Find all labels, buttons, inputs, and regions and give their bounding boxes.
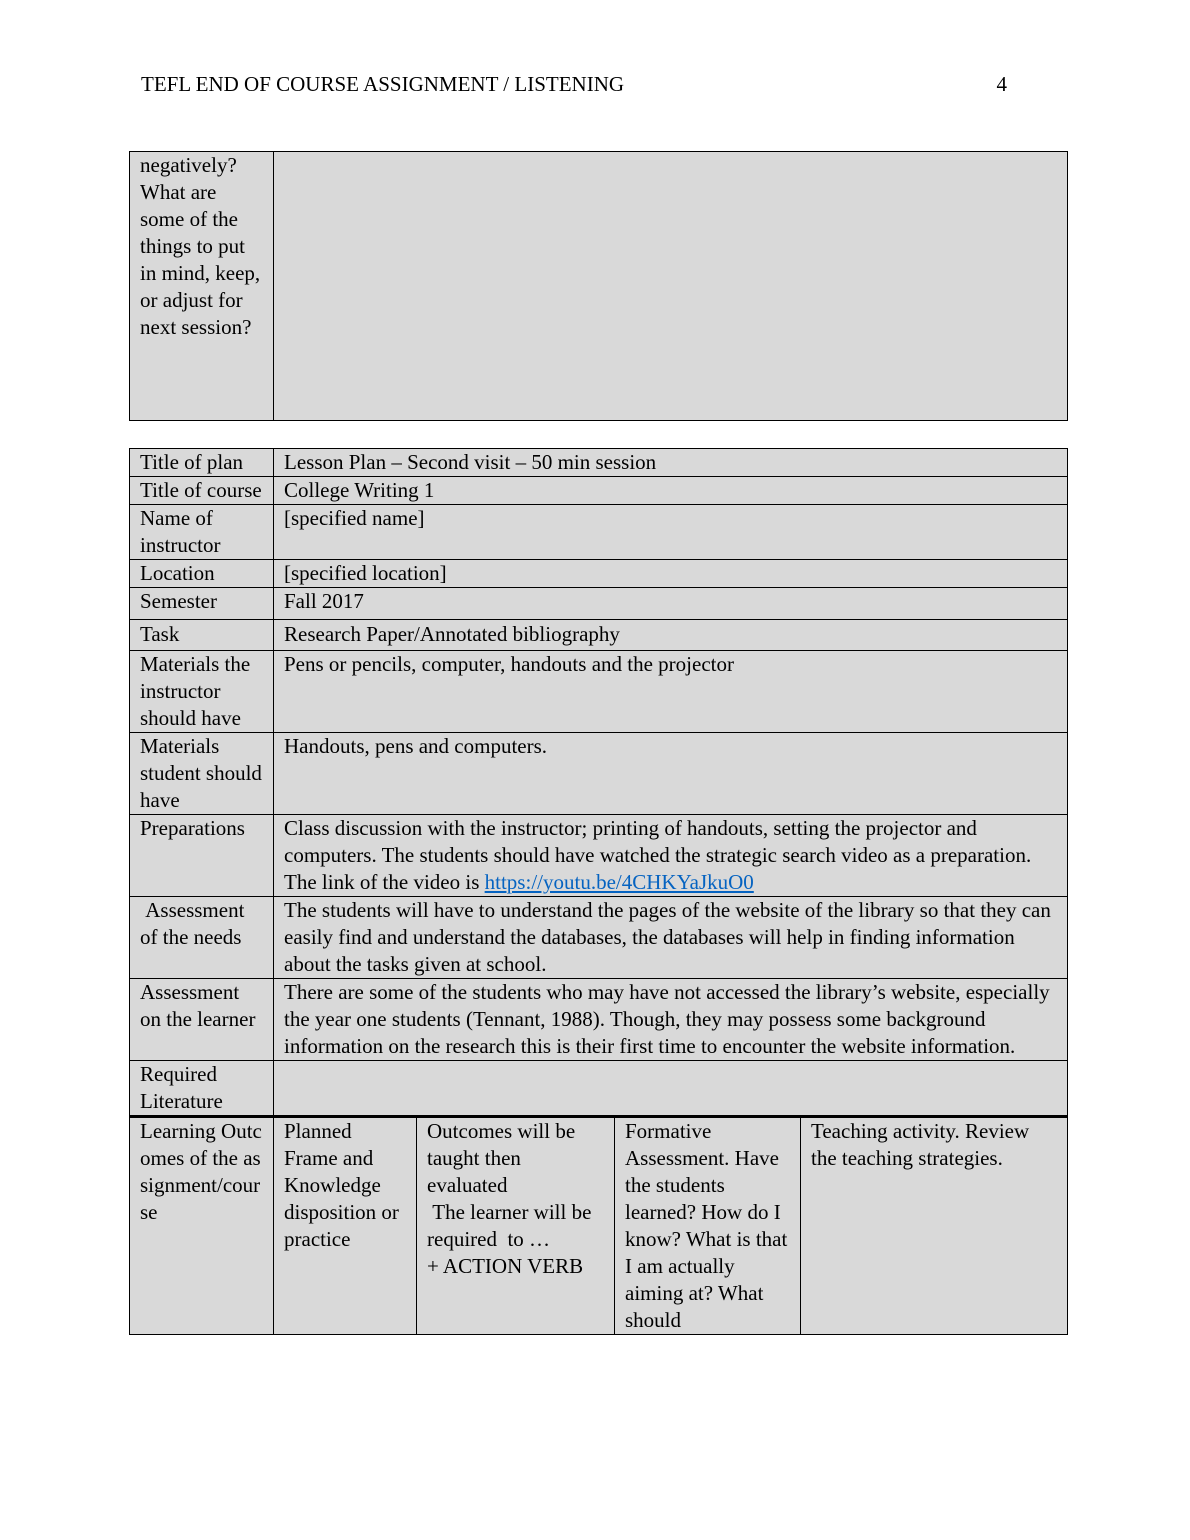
row-value-required-literature [274, 1061, 1068, 1117]
outcomes-col-learning-outcomes: Learning Outcomes of the assignment/course [130, 1117, 274, 1335]
outcomes-col-teaching-activity: Teaching activity. Review the teaching strategies. [801, 1117, 1068, 1335]
row-label-task: Task [130, 620, 274, 651]
row-label-preparations: Preparations [130, 815, 274, 897]
row-label-materials-student: Materials student should have [130, 733, 274, 815]
preparations-text: Class discussion with the instructor; printing of handouts, setting the projector and computers. The students should have watched the strategic search video as a preparation. The link of the video is [284, 816, 1032, 894]
reflection-table [129, 151, 1068, 421]
table-row [130, 897, 1068, 979]
row-label-required-literature: Required Literature [130, 1061, 274, 1117]
row-label-semester: Semester [130, 588, 274, 620]
table-row [130, 1061, 1068, 1117]
reflection-question-cell: negatively? What are some of the things to put in mind, keep, or adjust for next session? [130, 152, 274, 421]
table-row [130, 477, 1068, 505]
row-label-assessment-needs: Assessment of the needs [130, 897, 274, 979]
row-label-location: Location [130, 560, 274, 588]
row-value-assessment-needs: The students will have to understand the pages of the website of the library so that they can easily find and understand the databases, the databases will help in finding information about the tasks given at school. [274, 897, 1068, 979]
outcomes-col-outcomes-taught [417, 1117, 615, 1335]
row-value-title-of-plan: Lesson Plan – Second visit – 50 min session [274, 449, 1068, 477]
table-row [130, 449, 1068, 477]
video-link[interactable]: https://youtu.be/4CHKYaJkuO0 [484, 870, 754, 894]
row-label-name-of-instructor: Name of instructor [130, 505, 274, 560]
table-row [130, 560, 1068, 588]
row-label-assessment-learner: Assessment on the learner [130, 979, 274, 1061]
row-value-materials-instructor: Pens or pencils, computer, handouts and the projector [274, 651, 1068, 733]
table-row [130, 588, 1068, 620]
row-label-materials-instructor: Materials the instructor should have [130, 651, 274, 733]
table-row [130, 733, 1068, 815]
table-row [130, 620, 1068, 651]
row-value-semester: Fall 2017 [274, 588, 1068, 620]
running-head-title: TEFL END OF COURSE ASSIGNMENT / LISTENING [141, 72, 625, 96]
row-value-title-of-course: College Writing 1 [274, 477, 1068, 505]
row-value-preparations [274, 815, 1068, 897]
lesson-plan-table [129, 448, 1068, 1335]
row-label-title-of-plan: Title of plan [130, 449, 274, 477]
reflection-answer-cell [274, 152, 1068, 421]
row-value-task: Research Paper/Annotated bibliography [274, 620, 1068, 651]
outcomes-col-formative-assessment: Formative Assessment. Have the students learned? How do I know? What is that I am actually aiming at? What should [615, 1117, 801, 1335]
row-value-location: [specified location] [274, 560, 1068, 588]
table-row [130, 651, 1068, 733]
table-row [130, 505, 1068, 560]
outcomes-col-planned-frame: Planned Frame and Knowledge disposition or practice [274, 1117, 417, 1335]
table-row [130, 815, 1068, 897]
row-label-title-of-course: Title of course [130, 477, 274, 505]
outcomes-taught-line-2: The learner will be required to … [427, 1200, 602, 1251]
table-row-outcomes [130, 1117, 1068, 1335]
row-value-materials-student: Handouts, pens and computers. [274, 733, 1068, 815]
outcomes-taught-line-1: Outcomes will be taught then evaluated [427, 1119, 576, 1197]
table-row [130, 979, 1068, 1061]
row-value-name-of-instructor: [specified name] [274, 505, 1068, 560]
table-row [130, 152, 1068, 421]
page-header [141, 70, 1007, 98]
row-value-assessment-learner: There are some of the students who may have not accessed the library’s website, especially the year one students (Tennant, 1988). Though, they may possess some background information on the research this is their first time to encounter the website information. [274, 979, 1068, 1061]
page-number: 4 [996, 72, 1007, 96]
outcomes-taught-line-3: + ACTION VERB [427, 1254, 584, 1278]
